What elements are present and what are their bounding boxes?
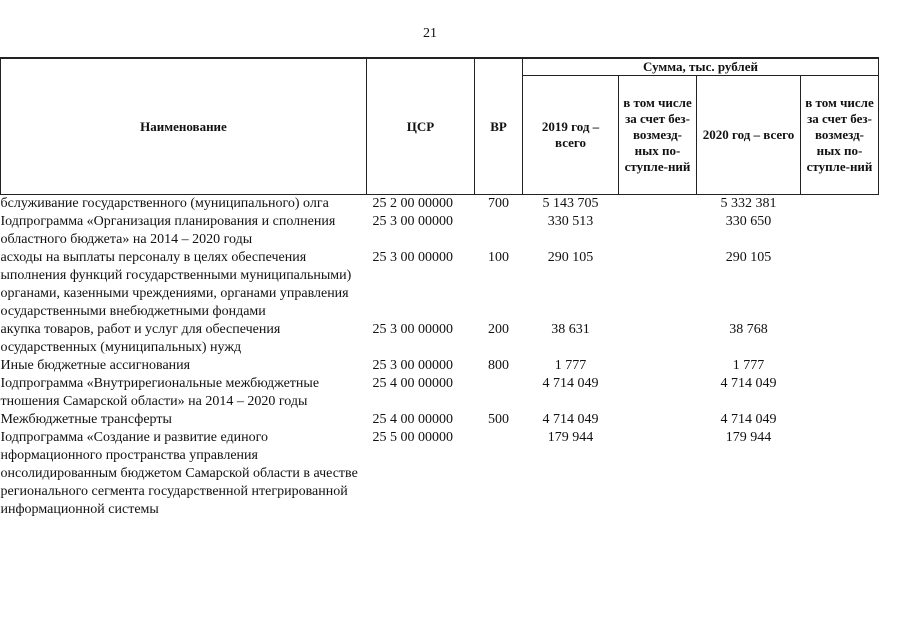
table-row — [1, 375, 879, 411]
table-row — [1, 195, 879, 214]
row-2019-grants — [619, 195, 697, 214]
table-row — [1, 411, 879, 429]
row-2020: 4 714 049 — [720, 412, 777, 427]
row-2019: 5 143 705 — [542, 196, 599, 211]
header-2019-grants: в том числе за счет без-возмезд-ных по-ступле-ний — [619, 76, 697, 195]
row-name: бслуживание государственного (муниципального) олга — [0, 196, 329, 211]
table-row — [1, 429, 879, 519]
row-2019: 4 714 049 — [542, 376, 599, 391]
row-name: Межбюджетные трансферты — [0, 412, 172, 427]
row-2019-grants — [619, 213, 697, 249]
row-csr: 25 4 00 00000 — [372, 376, 453, 391]
row-2020-grants — [801, 321, 879, 357]
row-2020-grants — [801, 357, 879, 375]
row-name: Іодпрограмма «Создание и развитие единого нформационного пространства управления онсолидированным бюджетом Самарской области в ачестве регионального сегмента государственной нтегрированной информационной системы — [0, 430, 358, 517]
row-name: асходы на выплаты персоналу в целях обеспечения ыполнения функций государственными муниципальными) органами, казенными чреждениями, органами управления осударственными внебюджетными фондами — [0, 250, 352, 319]
row-2020-grants — [801, 375, 879, 411]
row-name: Іодпрограмма «Организация планирования и сполнения областного бюджета» на 2014 – 2020 годы — [0, 214, 336, 247]
header-2020-total: 2020 год – всего — [697, 76, 801, 195]
row-2020: 290 105 — [725, 250, 772, 265]
row-name: акупка товаров, работ и услуг для обеспечения осударственных (муниципальных) нужд — [0, 322, 281, 355]
row-2020-grants — [801, 411, 879, 429]
table-row — [1, 357, 879, 375]
row-2020: 4 714 049 — [720, 376, 777, 391]
row-2020: 5 332 381 — [720, 196, 777, 211]
row-2020-grants — [801, 213, 879, 249]
row-csr: 25 2 00 00000 — [372, 196, 453, 211]
header-csr: ЦСР — [367, 58, 475, 195]
row-2019-grants — [619, 321, 697, 357]
row-vr — [475, 375, 523, 411]
row-2019: 4 714 049 — [542, 412, 599, 427]
header-sum-group: Сумма, тыс. рублей — [523, 58, 879, 76]
row-2020-grants — [801, 195, 879, 214]
header-2019-total: 2019 год – всего — [523, 76, 619, 195]
page-number: 21 — [423, 26, 437, 41]
row-csr: 25 4 00 00000 — [372, 412, 453, 427]
row-name: Иные бюджетные ассигнования — [0, 358, 191, 373]
row-csr: 25 3 00 00000 — [372, 322, 453, 337]
row-vr: 800 — [488, 358, 509, 373]
row-2019: 330 513 — [547, 214, 594, 229]
row-2020: 330 650 — [725, 214, 772, 229]
row-csr: 25 3 00 00000 — [372, 250, 453, 265]
row-name: Іодпрограмма «Внутрирегиональные межбюджетные тношения Самарской области» на 2014 – 2020 годы — [0, 376, 320, 409]
header-2020-grants: в том числе за счет без-возмезд-ных по-ступле-ний — [801, 76, 879, 195]
header-name: Наименование — [1, 58, 367, 195]
row-vr: 700 — [488, 196, 509, 211]
header-vr: ВР — [475, 58, 523, 195]
row-2019-grants — [619, 411, 697, 429]
row-2019: 179 944 — [547, 430, 594, 445]
row-2019-grants — [619, 249, 697, 321]
row-2020: 1 777 — [732, 358, 765, 373]
row-csr: 25 3 00 00000 — [372, 214, 453, 229]
row-vr — [475, 429, 523, 519]
table-row — [1, 321, 879, 357]
table-row — [1, 213, 879, 249]
row-2019: 38 631 — [551, 322, 590, 337]
budget-table — [0, 57, 879, 519]
row-2020: 38 768 — [729, 322, 768, 337]
row-vr — [475, 213, 523, 249]
row-2020-grants — [801, 249, 879, 321]
row-2019-grants — [619, 429, 697, 519]
row-2020: 179 944 — [725, 430, 772, 445]
row-2019-grants — [619, 375, 697, 411]
row-2019-grants — [619, 357, 697, 375]
row-2019: 290 105 — [547, 250, 594, 265]
row-csr: 25 5 00 00000 — [372, 430, 453, 445]
row-2020-grants — [801, 429, 879, 519]
row-vr: 500 — [488, 412, 509, 427]
row-vr: 100 — [488, 250, 509, 265]
row-vr: 200 — [488, 322, 509, 337]
table-row — [1, 249, 879, 321]
row-csr: 25 3 00 00000 — [372, 358, 453, 373]
row-2019: 1 777 — [554, 358, 587, 373]
